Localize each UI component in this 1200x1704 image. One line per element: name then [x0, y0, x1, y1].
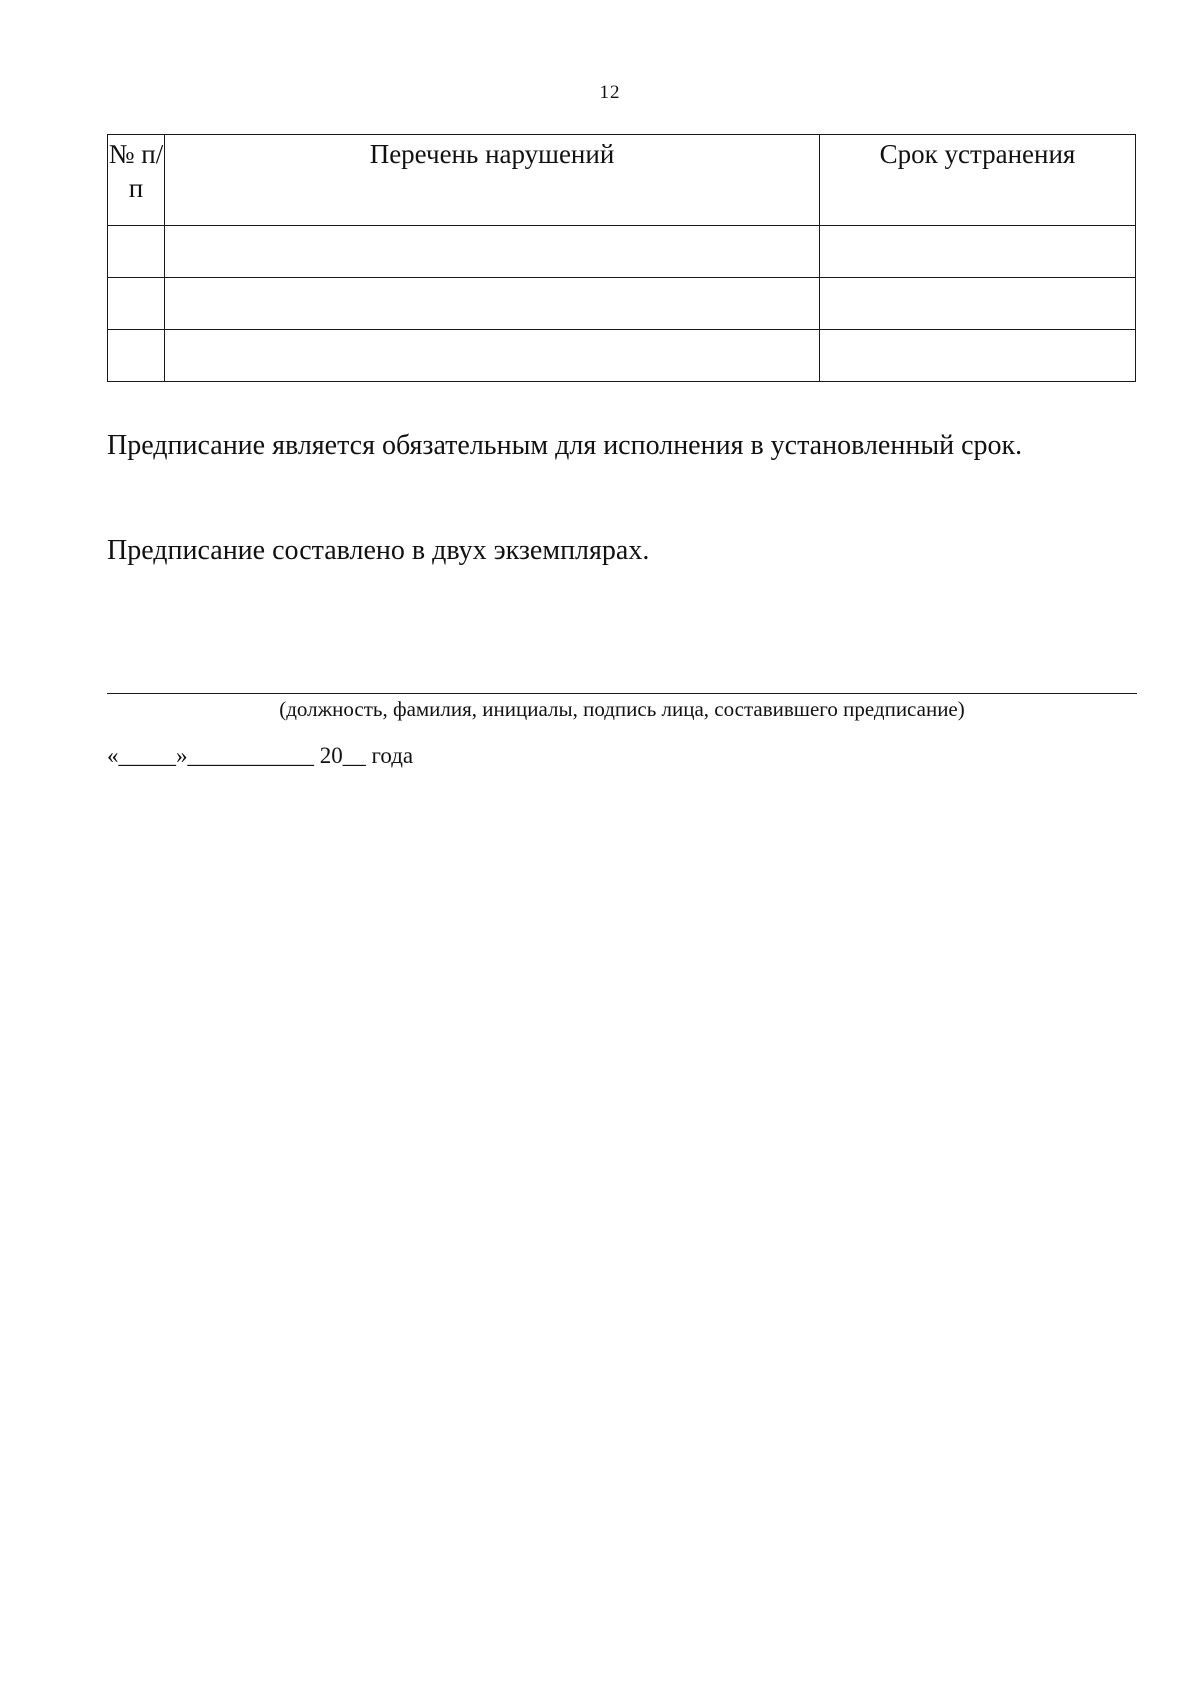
date-line[interactable]: «_____»___________ 20__ года	[107, 743, 414, 768]
violations-table	[107, 134, 1136, 382]
row-number-cell[interactable]	[108, 330, 165, 382]
row-violation-cell[interactable]	[165, 330, 820, 382]
signature-caption: (должность, фамилия, инициалы, подпись лица, составившего предписание)	[279, 697, 965, 721]
copies-statement: Предписание составлено в двух экземплярах.	[107, 535, 650, 566]
table-row	[108, 226, 1136, 278]
header-deadline: Срок устранения	[820, 135, 1136, 226]
table-row	[108, 278, 1136, 330]
signature-line[interactable]	[107, 693, 1137, 694]
row-number-cell[interactable]	[108, 226, 165, 278]
row-deadline-cell[interactable]	[820, 278, 1136, 330]
header-number: № п/п	[108, 135, 165, 226]
row-number-cell[interactable]	[108, 278, 165, 330]
header-violations-list: Перечень нарушений	[165, 135, 820, 226]
mandatory-statement: Предписание является обязательным для исполнения в установленный срок.	[107, 430, 1023, 461]
row-deadline-cell[interactable]	[820, 330, 1136, 382]
table-header-row	[108, 135, 1136, 226]
row-violation-cell[interactable]	[165, 226, 820, 278]
table-row	[108, 330, 1136, 382]
row-violation-cell[interactable]	[165, 278, 820, 330]
row-deadline-cell[interactable]	[820, 226, 1136, 278]
page-number: 12	[599, 82, 621, 103]
